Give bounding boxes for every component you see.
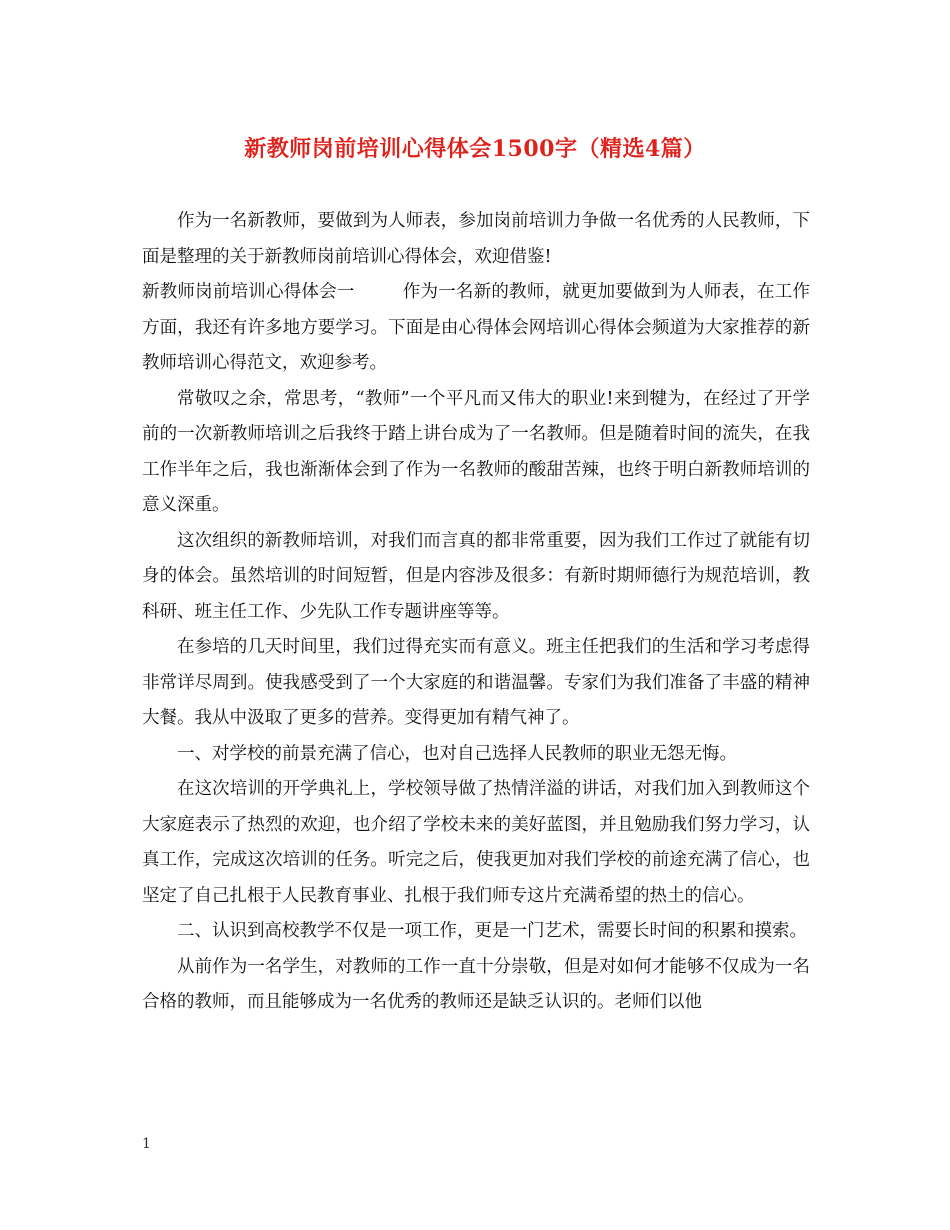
- document-body: [142, 204, 810, 1021]
- section-1-text: 作为一名新的教师，就更加要做到为人师表，在工作方面，我还有许多地方要学习。下面是由心得体会网培训心得体会频道为大家推荐的新教师培训心得范文，欢迎参考。: [142, 282, 811, 373]
- paragraph: 从前作为一名学生，对教师的工作一直十分崇敬，但是对如何才能够不仅成为一名合格的教师，而且能够成为一名优秀的教师还是缺乏认识的。老师们以他: [142, 956, 810, 1012]
- paragraph: 在这次培训的开学典礼上，学校领导做了热情洋溢的讲话，对我们加入到教师这个大家庭表示了热烈的欢迎，也介绍了学校未来的美好蓝图，并且勉励我们努力学习，认真工作，完成这次培训的任务。听完之后，使我更加对我们学校的前途充满了信心，也坚定了自己扎根于人民教育事业、扎根于我们师专这片充满希望的热土的信心。: [142, 779, 810, 906]
- paragraph: 这次组织的新教师培训，对我们而言真的都非常重要，因为我们工作过了就能有切身的体会。虽然培训的时间短暂，但是内容涉及很多：有新时期师德行为规范培训，教科研、班主任工作、少先队工作专题讲座等等。: [142, 530, 810, 622]
- document-title: 新教师岗前培训心得体会1500字（精选4篇）: [244, 136, 706, 162]
- page-number: 1: [142, 1136, 151, 1152]
- section-heading: 新教师岗前培训心得体会一: [142, 282, 355, 302]
- paragraph-point-2: 二、认识到高校教学不仅是一项工作，更是一门艺术，需要长时间的积累和摸索。: [177, 921, 807, 941]
- paragraph: 在参培的几天时间里，我们过得充实而有意义。班主任把我们的生活和学习考虑得非常详尽周到。使我感受到了一个大家庭的和谐温馨。专家们为我们准备了丰盛的精神大餐。我从中汲取了更多的营养。变得更加有精气神了。: [142, 637, 810, 728]
- paragraph-intro: 作为一名新教师，要做到为人师表，参加岗前培训力争做一名优秀的人民教师，下面是整理的关于新教师岗前培训心得体会，欢迎借鉴!: [142, 211, 810, 267]
- paragraph-point-1: 一、对学校的前景充满了信心，也对自己选择人民教师的职业无怨无悔。: [177, 743, 737, 764]
- paragraph-section-1: [142, 275, 810, 382]
- paragraph: 常敬叹之余，常思考，“教师”一个平凡而又伟大的职业!来到犍为，在经过了开学前的一次新教师培训之后我终于踏上讲台成为了一名教师。但是随着时间的流失，在我工作半年之后，我也渐渐体会到了作为一名教师的酸甜苦辣，也终于明白新教师培训的意义深重。: [142, 388, 810, 515]
